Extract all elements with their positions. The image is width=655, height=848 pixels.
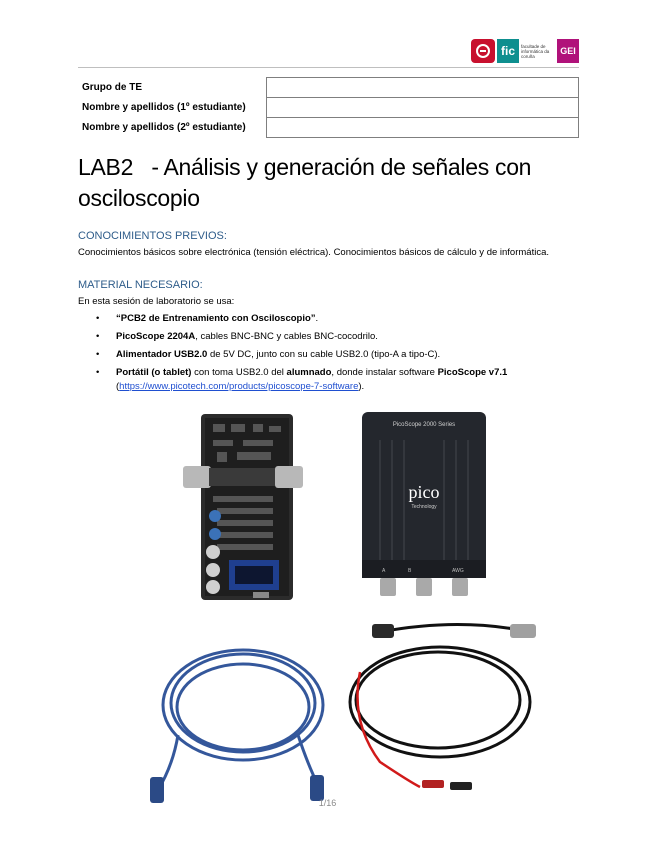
materials-heading: MATERIAL NECESARIO: [78,279,203,291]
picoscope-name: PicoScope 2204A [116,331,196,342]
title-line-1: LAB2 - Análisis y generación de señales con [78,154,532,180]
list-text: ( [116,381,120,392]
pcb-board-image [183,412,303,602]
picoscope-device-image [360,410,488,600]
header-divider [78,67,579,68]
list-item: • Alimentador USB2.0 de 5V DC, junto con su cable USB2.0 (tipo-A a tipo-C). [96,349,441,360]
fic-logo: fic [497,39,519,63]
picoscope-download-link[interactable]: https://www.picotech.com/products/picoscope-7-software [119,381,359,392]
materials-intro: En esta sesión de laboratorio se usa: [78,296,235,307]
udc-logo [471,39,495,63]
list-item: • “PCB2 de Entrenamiento con Osciloscopio”. [96,313,319,324]
list-text: con toma USB2.0 del [191,367,287,378]
student-info-table [78,77,579,138]
pcb-name: “PCB2 de Entrenamiento con Osciloscopio” [116,313,316,324]
student1-field[interactable] [267,98,579,118]
previous-knowledge-text: Conocimientos básicos sobre electrónica (tensión eléctrica). Conocimientos básicos de cálculo y de informática. [78,247,550,258]
page-title [78,152,578,214]
port-b-label: B [408,568,412,574]
list-item: • Portátil (o tablet) con toma USB2.0 del alumnado, donde instalar software PicoScope v7.1 (https://www.picotech.com/products/picoscope-7-software). [96,367,508,392]
students-text: alumnado [286,367,332,378]
table-row [78,118,579,138]
gei-logo: GEI [557,39,579,63]
power-supply-name: Alimentador USB2.0 [116,349,208,360]
student2-field[interactable] [267,118,579,138]
group-field[interactable] [267,78,579,98]
device-brand-label: pico [408,482,440,502]
table-row [78,78,579,98]
device-brand-sub: Technology [411,504,437,510]
list-item: • PicoScope 2204A, cables BNC-BNC y cables BNC-cocodrilo. [96,331,378,342]
materials-list [96,312,556,398]
previous-knowledge-heading: CONOCIMIENTOS PREVIOS: [78,230,227,242]
list-text: , cables BNC-BNC y cables BNC-cocodrilo. [195,331,378,342]
student2-label: Nombre y apellidos (2º estudiante) [82,122,246,133]
bnc-alligator-cable-image [340,612,540,797]
title-line-2: osciloscopio [78,185,200,211]
page-number: 1/16 [318,798,337,808]
port-a-label: A [382,568,386,574]
list-text: ). [358,381,365,392]
table-row [78,98,579,118]
list-text: , donde instalar software [331,367,438,378]
list-text: de 5V DC, junto con su cable USB2.0 (tipo-A a tipo-C). [207,349,441,360]
usb-cable-image [148,625,338,805]
software-name: PicoScope v7.1 [437,367,508,378]
list-text: . [315,313,319,324]
device-series-label: PicoScope 2000 Series [392,422,456,428]
fic-logo-subtitle: facultade de informática da coruña [521,43,550,59]
student1-label: Nombre y apellidos (1º estudiante) [82,102,246,113]
laptop-name: Portátil (o tablet) [116,367,192,378]
port-awg-label: AWG [452,568,464,574]
header-logos [471,38,579,64]
group-label: Grupo de TE [82,82,142,93]
